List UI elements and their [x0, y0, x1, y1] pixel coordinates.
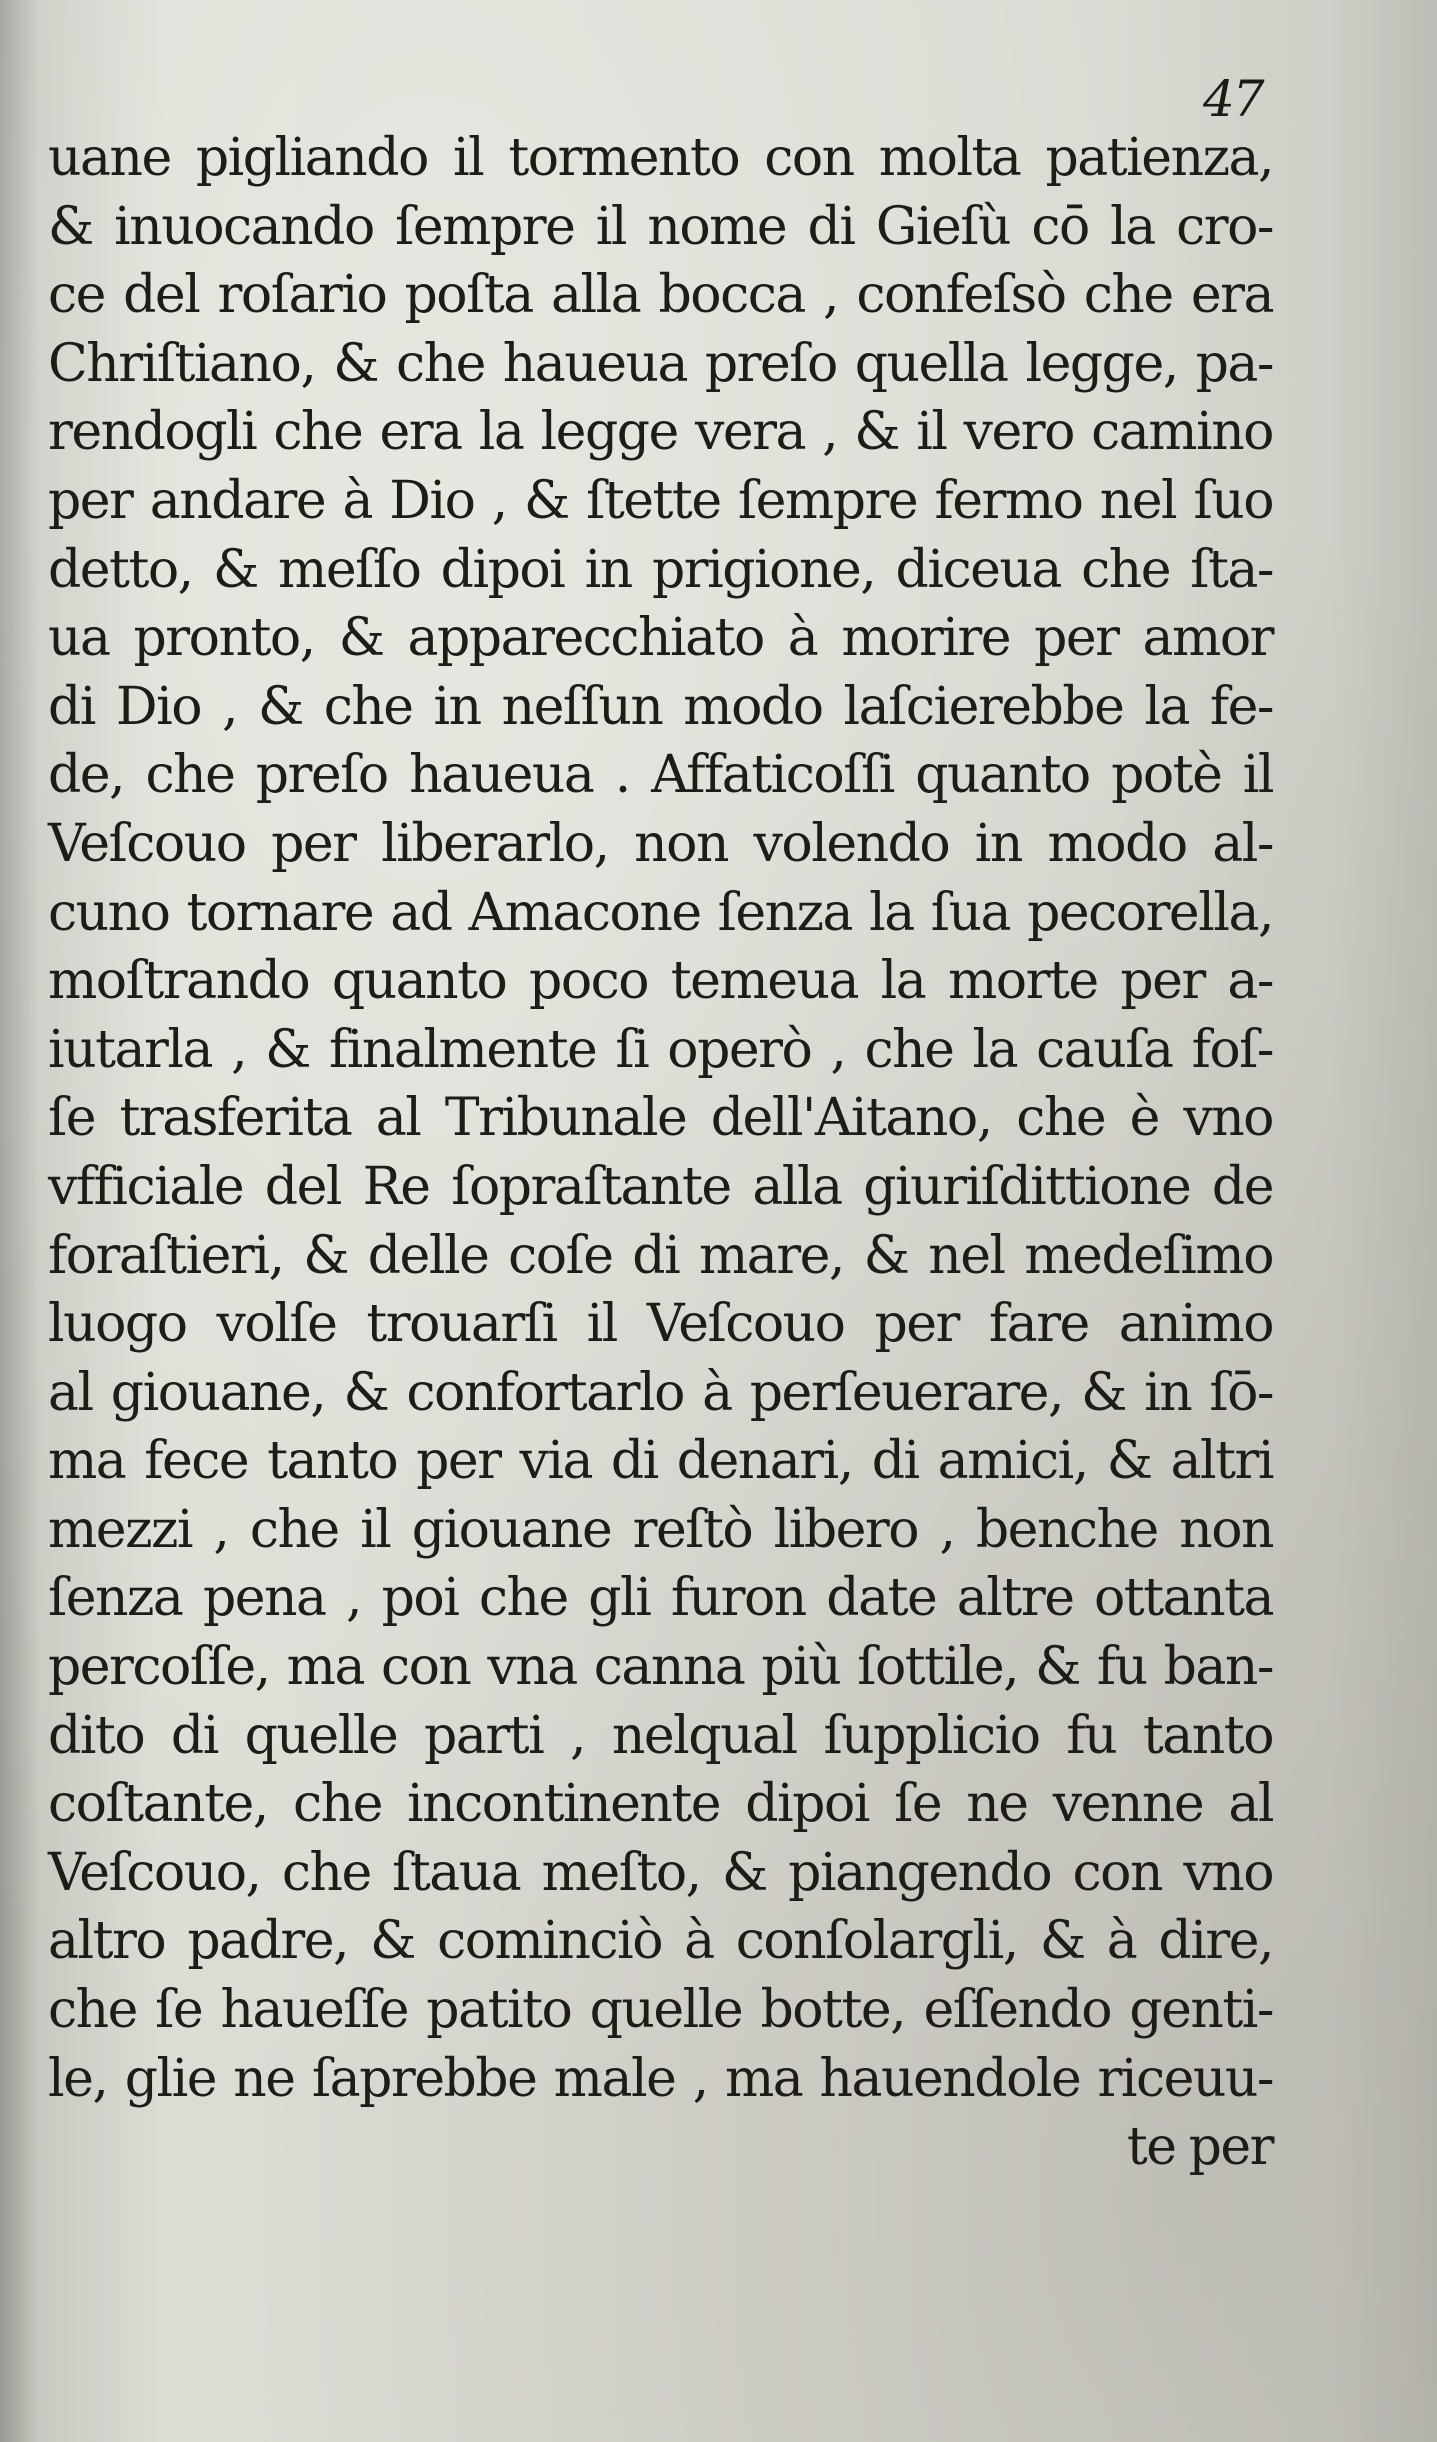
text-line: coſtante, che incontinente dipoi ſe ne venne al	[48, 1774, 1273, 1835]
text-line: ſe trasferita al Tribunale dell'Aitano, che è vno	[48, 1088, 1273, 1149]
text-line: foraſtieri, & delle coſe di mare, & nel medeſimo	[48, 1225, 1273, 1286]
text-line: de, che preſo haueua . Affaticoſſi quanto potè il	[48, 745, 1273, 806]
text-line: che ſe haueſſe patito quelle botte, eſſendo genti-	[48, 1980, 1273, 2041]
text-line: luogo volſe trouarſi il Veſcouo per fare animo	[48, 1294, 1273, 1355]
text-line: altro padre, & cominciò à conſolargli, & à dire,	[48, 1911, 1273, 1972]
text-line: al giouane, & confortarlo à perſeuerare, & in ſō-	[48, 1362, 1273, 1423]
text-line: Chriſtiano, & che haueua preſo quella legge, pa-	[48, 333, 1273, 394]
text-line: ma fece tanto per via di denari, di amici, & altri	[48, 1431, 1273, 1492]
text-line: Veſcouo per liberarlo, non volendo in modo al-	[48, 813, 1273, 874]
text-line: mezzi , che il giouane reſtò libero , benche non	[48, 1499, 1273, 1560]
text-line: di Dio , & che in neſſun modo laſcierebbe la fe-	[48, 676, 1273, 737]
text-line: ſenza pena , poi che gli furon date altre ottanta	[48, 1568, 1273, 1629]
text-line: & inuocando ſempre il nome di Gieſù cō la cro-	[48, 196, 1273, 257]
text-line: percoſſe, ma con vna canna più ſottile, & fu ban-	[48, 1637, 1273, 1698]
text-line: vfficiale del Re ſopraſtante alla giuriſdittione de	[48, 1156, 1273, 1217]
text-line: te per	[1126, 2117, 1273, 2178]
text-line: ua pronto, & apparecchiato à morire per amor	[48, 608, 1273, 669]
text-line: rendogli che era la legge vera , & il vero camino	[48, 402, 1273, 463]
text-line: uane pigliando il tormento con molta patienza,	[48, 128, 1273, 188]
page-number: 47	[1203, 70, 1263, 128]
text-line: Veſcouo, che ſtaua meſto, & piangendo con vno	[48, 1842, 1273, 1903]
body-text	[48, 124, 1273, 2182]
text-line: cuno tornare ad Amacone ſenza la ſua pecorella,	[48, 882, 1273, 943]
text-line: iutarla , & finalmente ſi operò , che la cauſa foſ-	[48, 1019, 1273, 1080]
text-line: dito di quelle parti , nelqual ſupplicio fu tanto	[48, 1705, 1273, 1766]
text-line: moſtrando quanto poco temeua la morte per a-	[48, 951, 1273, 1012]
text-line: ce del roſario poſta alla bocca , confeſsò che era	[48, 265, 1273, 326]
text-line: le, glie ne ſaprebbe male , ma hauendole riceuu-	[48, 2048, 1273, 2109]
text-line: per andare à Dio , & ſtette ſempre fermo nel ſuo	[48, 470, 1273, 531]
text-line: detto, & meſſo dipoi in prigione, diceua che ſta-	[48, 539, 1273, 600]
